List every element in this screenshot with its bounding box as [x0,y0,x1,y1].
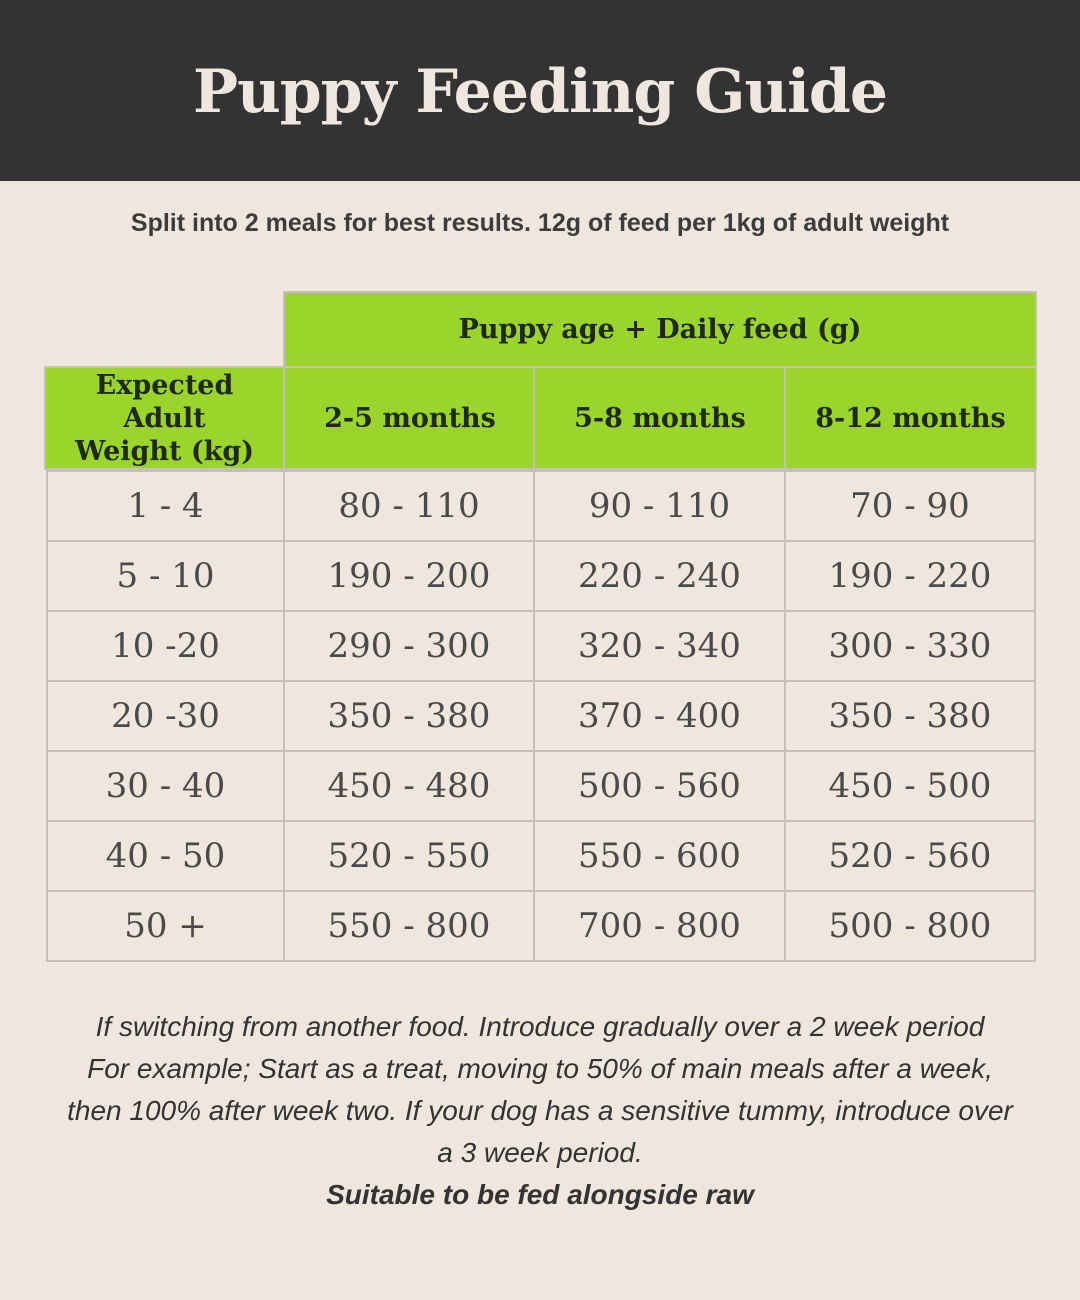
feed-cell: 500 - 560 [533,750,786,822]
weight-cell: 30 - 40 [46,750,285,822]
weight-header-line-1: Expected Adult [95,369,234,434]
feed-cell: 550 - 800 [283,890,535,962]
weight-cell: 10 -20 [46,610,285,682]
weight-cell: 50 + [46,890,285,962]
column-header-5-8-months: 5-8 months [533,366,787,470]
feed-cell: 70 - 90 [784,470,1036,542]
feed-cell: 290 - 300 [283,610,535,682]
feed-cell: 300 - 330 [784,610,1036,682]
column-header-8-12-months: 8-12 months [784,366,1037,470]
feed-cell: 90 - 110 [533,470,786,542]
note-line: then 100% after week two. If your dog has a sensitive tummy, introduce over [67,1095,1013,1126]
raw-feeding-note: Suitable to be fed alongside raw [326,1179,754,1210]
feed-cell: 520 - 550 [283,820,535,892]
weight-column-header [44,366,285,470]
feed-cell: 220 - 240 [533,540,786,612]
feed-cell: 550 - 600 [533,820,786,892]
feed-cell: 80 - 110 [283,470,535,542]
note-line: If switching from another food. Introduce gradually over a 2 week period [95,1011,985,1042]
page-title: Puppy Feeding Guide [192,57,888,127]
weight-cell: 20 -30 [46,680,285,752]
feed-cell: 350 - 380 [784,680,1036,752]
weight-cell: 1 - 4 [46,470,285,542]
weight-header-line-2: Weight (kg) [74,435,255,467]
feed-cell: 370 - 400 [533,680,786,752]
feed-cell: 700 - 800 [533,890,786,962]
feeding-subtitle: Split into 2 meals for best results. 12g of feed per 1kg of adult weight [130,209,950,237]
feed-cell: 350 - 380 [283,680,535,752]
transition-note [0,1006,1080,1216]
weight-cell: 5 - 10 [46,540,285,612]
feed-cell: 320 - 340 [533,610,786,682]
table-group-header: Puppy age + Daily feed (g) [283,291,1037,368]
feed-cell: 450 - 500 [784,750,1036,822]
feed-cell: 450 - 480 [283,750,535,822]
weight-cell: 40 - 50 [46,820,285,892]
feed-cell: 190 - 200 [283,540,535,612]
note-line: For example; Start as a treat, moving to 50% of main meals after a week, [87,1053,993,1084]
note-line: a 3 week period. [437,1137,643,1168]
feed-cell: 500 - 800 [784,890,1036,962]
feed-cell: 520 - 560 [784,820,1036,892]
feed-cell: 190 - 220 [784,540,1036,612]
column-header-2-5-months: 2-5 months [283,366,537,470]
